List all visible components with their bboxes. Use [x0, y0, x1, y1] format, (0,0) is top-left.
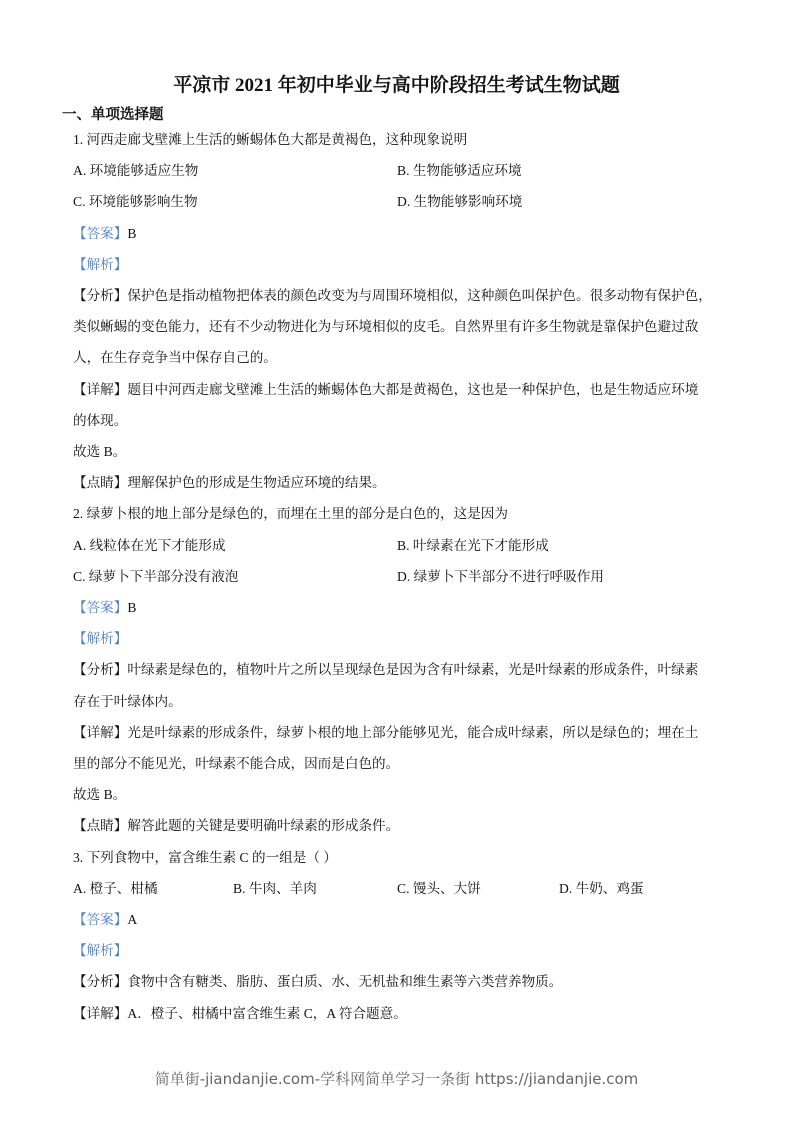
dianjing-text: 理解保护色的形成是生物适应环境的结果。 — [127, 475, 386, 490]
answer-value: B — [127, 600, 137, 615]
option — [73, 567, 238, 587]
question-stem — [73, 848, 337, 868]
fenxi-label: 【分析】 — [73, 974, 128, 989]
footer-watermark: 简单街-jiandanjie.com-学科网简单学习一条街 https://jiandanjie.com — [154, 1070, 639, 1088]
analysis-label: 【解析】 — [73, 631, 128, 646]
option-text: C. 馒头、大饼 — [397, 881, 481, 896]
dianjing-line — [73, 816, 399, 836]
conclusion-text: 故选 B。 — [73, 444, 127, 459]
xiangjie-text: 题目中河西走廊戈壁滩上生活的蜥蜴体色大都是黄褐色，这也是一种保护色，也是生物适应环境 — [127, 382, 699, 397]
document-title: 平凉市 2021 年初中毕业与高中阶段招生考试生物试题 — [173, 75, 620, 96]
xiangjie-line — [73, 1004, 407, 1024]
option — [397, 567, 604, 587]
fenxi-text: 叶绿素是绿色的，植物叶片之所以呈现绿色是因为含有叶绿素，光是叶绿素的形成条件，叶绿素 — [127, 662, 699, 677]
dianjing-label: 【点睛】 — [73, 818, 128, 833]
answer-label: 【答案】 — [73, 912, 128, 927]
xiangjie-label: 【详解】 — [73, 1006, 128, 1021]
fenxi-text: 存在于叶绿体内。 — [73, 694, 182, 709]
stem-text: 2. 绿萝卜根的地上部分是绿色的，而埋在土里的部分是白色的，这是因为 — [73, 506, 508, 521]
question-stem — [73, 130, 467, 150]
option — [397, 879, 481, 899]
option-text: D. 绿萝卜下半部分不进行呼吸作用 — [397, 569, 604, 584]
conclusion-text: 故选 B。 — [73, 787, 127, 802]
option — [397, 161, 522, 181]
answer-label: 【答案】 — [73, 226, 128, 241]
option — [73, 536, 226, 556]
fenxi-line — [73, 348, 277, 368]
xiangjie-line — [73, 411, 127, 431]
question-stem — [73, 504, 508, 524]
fenxi-text: 人，在生存竞争当中保存自己的。 — [73, 350, 277, 365]
analysis-heading — [73, 255, 127, 275]
answer-label: 【答案】 — [73, 600, 128, 615]
option-text: C. 绿萝卜下半部分没有液泡 — [73, 569, 239, 584]
option — [397, 192, 522, 212]
analysis-heading — [73, 941, 127, 961]
option — [233, 879, 317, 899]
option-text: B. 叶绿素在光下才能形成 — [397, 538, 549, 553]
option-text: D. 生物能够影响环境 — [397, 194, 523, 209]
fenxi-text: 保护色是指动植物把体表的颜色改变为与周围环境相似，这种颜色叫保护色。很多动物有保护色， — [127, 288, 712, 303]
xiangjie-text: 光是叶绿素的形成条件，绿萝卜根的地上部分能够见光，能合成叶绿素，所以是绿色的；埋在土 — [127, 725, 699, 740]
option — [559, 879, 644, 899]
dianjing-label: 【点睛】 — [73, 475, 128, 490]
option-text: D. 牛奶、鸡蛋 — [559, 881, 644, 896]
dianjing-line — [73, 473, 386, 493]
option-text: C. 环境能够影响生物 — [73, 194, 198, 209]
xiangjie-text: 的体现。 — [73, 413, 128, 428]
fenxi-label: 【分析】 — [73, 662, 128, 677]
xiangjie-label: 【详解】 — [73, 382, 128, 397]
fenxi-line — [73, 660, 698, 680]
option-text: B. 生物能够适应环境 — [397, 163, 522, 178]
fenxi-label: 【分析】 — [73, 288, 128, 303]
analysis-heading — [73, 629, 127, 649]
option-text: A. 线粒体在光下才能形成 — [73, 538, 226, 553]
answer-line — [73, 598, 136, 618]
stem-text: 1. 河西走廊戈壁滩上生活的蜥蜴体色大都是黄褐色，这种现象说明 — [73, 132, 468, 147]
xiangjie-text: 里的部分不能见光，叶绿素不能合成，因而是白色的。 — [73, 756, 400, 771]
fenxi-line — [73, 972, 562, 992]
conclusion-line — [73, 785, 126, 805]
section-heading: 一、单项选择题 — [62, 107, 164, 123]
option — [73, 192, 198, 212]
option — [73, 161, 198, 181]
option-text: B. 牛肉、羊肉 — [233, 881, 317, 896]
option — [73, 879, 158, 899]
xiangjie-line — [73, 380, 698, 400]
analysis-label: 【解析】 — [73, 943, 128, 958]
answer-value: B — [127, 226, 137, 241]
option-text: A. 橙子、柑橘 — [73, 881, 158, 896]
conclusion-line — [73, 442, 126, 462]
xiangjie-text: A．橙子、柑橘中富含维生素 C，A 符合题意。 — [127, 1006, 407, 1021]
xiangjie-label: 【详解】 — [73, 725, 128, 740]
fenxi-line — [73, 692, 182, 712]
fenxi-text: 类似蜥蜴的变色能力，还有不少动物进化为与环境相似的皮毛。自然界里有许多生物就是靠保护色避过敌 — [73, 319, 699, 334]
analysis-label: 【解析】 — [73, 257, 128, 272]
stem-text: 3. 下列食物中，富含维生素 C 的一组是（ ） — [73, 850, 337, 865]
answer-line — [73, 910, 137, 930]
option-text: A. 环境能够适应生物 — [73, 163, 199, 178]
xiangjie-line — [73, 723, 698, 743]
fenxi-text: 食物中含有糖类、脂肪、蛋白质、水、无机盐和维生素等六类营养物质。 — [127, 974, 563, 989]
option — [397, 536, 549, 556]
answer-line — [73, 224, 136, 244]
xiangjie-line — [73, 754, 399, 774]
answer-value: A — [127, 912, 138, 927]
dianjing-text: 解答此题的关键是要明确叶绿素的形成条件。 — [127, 818, 400, 833]
fenxi-line — [73, 317, 698, 337]
fenxi-line — [73, 286, 712, 306]
